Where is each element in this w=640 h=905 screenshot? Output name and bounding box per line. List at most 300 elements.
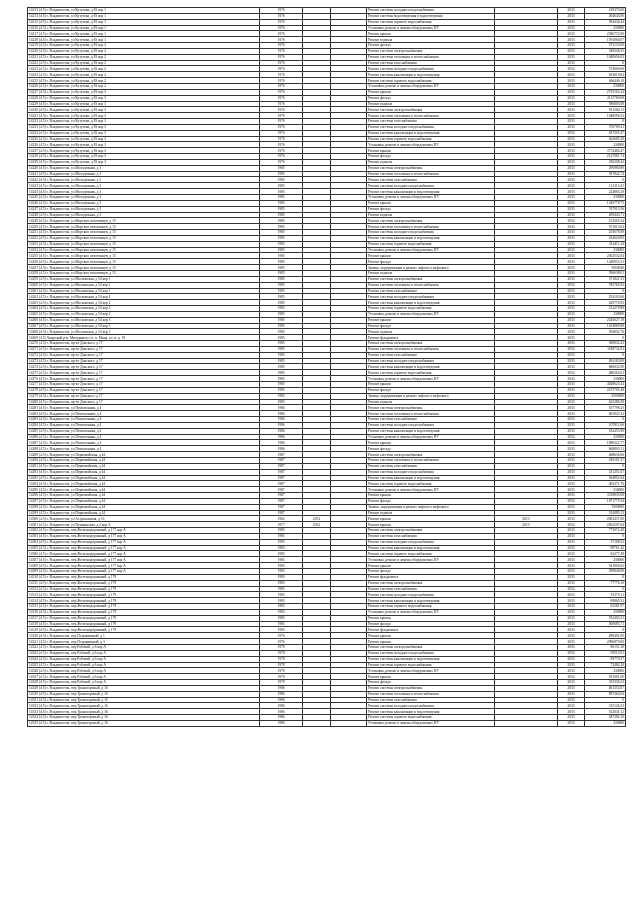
build-year-cell: 1987 bbox=[260, 481, 303, 487]
work-type-cell: Ремонт крыши bbox=[367, 493, 495, 499]
cost-cell: 394052.76 bbox=[585, 329, 626, 335]
build-year-cell: 1986 bbox=[260, 440, 303, 446]
address-cell: 14312 (4.5) г. Владивосток, пер Железнодорожный, д 179 bbox=[28, 586, 260, 592]
work-type-cell: Ремонт системы холодного водоснабжения bbox=[367, 650, 495, 656]
work-type-cell: Ремонт системы отопления и теплоснабжения bbox=[367, 411, 495, 417]
address-cell: 14226 (4.5) г. Владивосток, ул Кутузова, д 83 кор 2 bbox=[28, 83, 260, 89]
program-year-cell: 2033 bbox=[558, 346, 585, 352]
address-cell: 14262 (4.5) г. Владивосток, ул Московская, д 54 кор 2 bbox=[28, 294, 260, 300]
address-cell: 14249 (4.5) г. Владивосток, ул Морских пехотинцев, д 15 bbox=[28, 218, 260, 224]
cost-cell: 0 bbox=[585, 697, 626, 703]
cost-cell: 701013.04 bbox=[585, 224, 626, 230]
work-type-cell: Ремонт системы горячего водоснабжения bbox=[367, 136, 495, 142]
cost-cell: 668893.31 bbox=[585, 446, 626, 452]
address-cell: 14218 (4.5) г. Владивосток, ул Кутузова, д 83 кор 1 bbox=[28, 37, 260, 43]
work-type-cell: Установка, ремонт и замена общедомовых ПУ bbox=[367, 720, 495, 726]
build-year-cell: 1976 bbox=[260, 78, 303, 84]
program-year-cell: 2033 bbox=[558, 428, 585, 434]
program-year-cell: 2033 bbox=[558, 159, 585, 165]
program-year-cell: 2033 bbox=[558, 142, 585, 148]
program-year-cell: 2033 bbox=[558, 154, 585, 160]
cost-cell: 0 bbox=[585, 335, 626, 341]
cost-cell: 1326778.73 bbox=[585, 200, 626, 206]
address-cell: 14255 (4.5) г. Владивосток, ул Морских пехотинцев, д 15 bbox=[28, 253, 260, 259]
program-year-cell: 2033 bbox=[558, 136, 585, 142]
address-cell: 14240 (4.5) г. Владивосток, ул Молодежная, д 3 bbox=[28, 165, 260, 171]
cost-cell: 387284.16 bbox=[585, 715, 626, 721]
build-year-cell: 1976 bbox=[260, 48, 303, 54]
address-cell: 14279 (4.5) г. Владивосток, пр-кт Донского, д 17 bbox=[28, 393, 260, 399]
address-cell: 14222 (4.5) г. Владивосток, ул Кутузова, д 83 кор 2 bbox=[28, 60, 260, 66]
cost-cell: 357798.25 bbox=[585, 405, 626, 411]
program-year-cell: 2033 bbox=[558, 54, 585, 60]
work-type-cell: Ремонт фундамента bbox=[367, 335, 495, 341]
cost-cell: 633619.04 bbox=[585, 72, 626, 78]
build-year-cell: 1985 bbox=[260, 235, 303, 241]
build-year-cell: 1983 bbox=[260, 557, 303, 563]
address-cell: 14229 (4.5) г. Владивосток, ул Кутузова, д 83 кор 3 bbox=[28, 101, 260, 107]
program-year-cell: 2033 bbox=[558, 440, 585, 446]
cost-cell: 373133.00 bbox=[585, 43, 626, 49]
address-cell: 14235 (4.5) г. Владивосток, ул Кутузова, д 83 кор 3 bbox=[28, 136, 260, 142]
address-cell: 14331 (4.5) г. Владивосток, пер Транспортный, д 16 bbox=[28, 697, 260, 703]
work-type-cell: Ремонт фасада bbox=[367, 43, 495, 49]
cost-cell: 230000 bbox=[585, 247, 626, 253]
address-cell: 14292 (4.5) г. Владивосток, ул Первомайская, д 44 bbox=[28, 469, 260, 475]
work-type-cell: Ремонт фасада bbox=[367, 154, 495, 160]
address-cell: 14243 (4.5) г. Владивосток, ул Молодежная, д 3 bbox=[28, 183, 260, 189]
cost-cell: 112313.41 bbox=[585, 183, 626, 189]
cost-cell: 0 bbox=[585, 60, 626, 66]
cost-cell: 376789.41 bbox=[585, 124, 626, 130]
cost-cell: 2996879.00 bbox=[585, 639, 626, 645]
work-type-cell: Ремонт подвала bbox=[367, 399, 495, 405]
cost-cell: 1040656.03 bbox=[585, 54, 626, 60]
cost-cell: 625286.58 bbox=[585, 399, 626, 405]
address-cell: 14307 (4.5) г. Владивосток, пер Железнодорожный, д 177 кор А bbox=[28, 557, 260, 563]
program-year-cell: 2033 bbox=[558, 709, 585, 715]
program-year-cell: 2033 bbox=[558, 364, 585, 370]
program-year-cell: 2033 bbox=[558, 83, 585, 89]
cost-cell: 0 bbox=[585, 574, 626, 580]
build-year-cell: 1987 bbox=[260, 498, 303, 504]
cost-cell: 371821.53 bbox=[585, 276, 626, 282]
work-type-cell: Ремонт системы канализации и водоотведения bbox=[367, 428, 495, 434]
work-type-cell: Ремонт фасада bbox=[367, 498, 495, 504]
program-year-cell: 2033 bbox=[558, 405, 585, 411]
address-cell: 14281 (4.5) г. Владивосток, ул Пентагонная, д 4 bbox=[28, 405, 260, 411]
address-cell: 14272 (4.5) г. Владивосток, пр-кт Донского, д 17 bbox=[28, 352, 260, 358]
build-year-cell: 1983 bbox=[260, 586, 303, 592]
program-year-cell: 2033 bbox=[558, 177, 585, 183]
program-year-cell: 2033 bbox=[558, 644, 585, 650]
program-year-cell: 2033 bbox=[558, 195, 585, 201]
build-year-cell: 1985 bbox=[260, 206, 303, 212]
work-type-cell: Ремонт системы канализации и водоотведения bbox=[367, 364, 495, 370]
table-body bbox=[28, 8, 626, 727]
build-year-cell: 1976 bbox=[260, 148, 303, 154]
cost-cell: 514085.13 bbox=[585, 510, 626, 516]
build-year-cell: 1976 bbox=[260, 89, 303, 95]
address-cell: 14264 (4.5) г. Владивосток, ул Московская, д 54 кор 2 bbox=[28, 306, 260, 312]
build-year-cell: 1986 bbox=[260, 703, 303, 709]
program-year-cell: 2033 bbox=[558, 703, 585, 709]
build-year-cell: 1983 bbox=[260, 598, 303, 604]
build-year-cell: 1976 bbox=[260, 25, 303, 31]
cost-cell: 53175.11 bbox=[585, 592, 626, 598]
address-cell: 14236 (4.5) г. Владивосток, ул Кутузова, д 83 кор 3 bbox=[28, 142, 260, 148]
address-cell: 14288 (4.5) г. Владивосток, ул Пентагонная, д 4 bbox=[28, 446, 260, 452]
work-type-cell: Ремонт системы отопления и теплоснабжения bbox=[367, 171, 495, 177]
cost-cell: 404643.00 bbox=[585, 13, 626, 19]
build-year-cell: 1986 bbox=[260, 709, 303, 715]
work-type-cell: Ремонт системы холодного водоснабжения bbox=[367, 703, 495, 709]
program-year-cell: 2033 bbox=[558, 691, 585, 697]
build-year-cell: 1962 bbox=[260, 516, 303, 522]
address-cell: 14223 (4.5) г. Владивосток, ул Кутузова, д 83 кор 2 bbox=[28, 66, 260, 72]
cost-cell: 86151.20 bbox=[585, 644, 626, 650]
build-year-cell: 1976 bbox=[260, 13, 303, 19]
build-year-cell: 1978 bbox=[260, 656, 303, 662]
cost-cell: 296980.80 bbox=[585, 165, 626, 171]
cost-cell: 429770.93 bbox=[585, 300, 626, 306]
cost-cell: 0 bbox=[585, 119, 626, 125]
address-cell: 14217 (4.5) г. Владивосток, ул Кутузова, д 83 кор 1 bbox=[28, 31, 260, 37]
program-year-cell: 2033 bbox=[558, 78, 585, 84]
cost-cell: 775072.48 bbox=[585, 528, 626, 534]
address-cell: 14233 (4.5) г. Владивосток, ул Кутузова, д 83 кор 3 bbox=[28, 124, 260, 130]
address-cell: 14214 (4.5) г. Владивосток, ул Кутузова, д 83 кор 1 bbox=[28, 13, 260, 19]
address-cell: 14286 (4.5) г. Владивосток, ул Пентагонная, д 4 bbox=[28, 434, 260, 440]
cost-cell: 224865.20 bbox=[585, 189, 626, 195]
program-year-cell: 2033 bbox=[558, 19, 585, 25]
program-year-cell: 2033 bbox=[558, 376, 585, 382]
work-type-cell: Ремонт системы горячего водоснабжения bbox=[367, 78, 495, 84]
work-type-cell: Замена, модернизация и ремонт лифтов и лифтового bbox=[367, 393, 495, 399]
program-year-cell: 2033 bbox=[558, 393, 585, 399]
program-year-cell: 2033 bbox=[558, 13, 585, 19]
address-cell: 14301 (4.5) г. Владивосток, ул Пушкинская, д 2 кор А bbox=[28, 522, 260, 528]
program-year-cell: 2033 bbox=[558, 352, 585, 358]
address-cell: 14317 (4.5) г. Владивосток, пер Железнодорожный, д 179 bbox=[28, 615, 260, 621]
work-type-cell: Ремонт подвала bbox=[367, 159, 495, 165]
work-type-cell: Ремонт системы канализации и водоотведения bbox=[367, 656, 495, 662]
work-type-cell: Ремонт системы горячего водоснабжения bbox=[367, 370, 495, 376]
program-year-cell: 2033 bbox=[558, 674, 585, 680]
cost-cell: 107811.66 bbox=[585, 422, 626, 428]
program-year-cell: 2033 bbox=[558, 586, 585, 592]
address-cell: 14305 (4.5) г. Владивосток, пер Железнодорожный, д 177 кор А bbox=[28, 545, 260, 551]
build-year-cell: 1985 bbox=[260, 382, 303, 388]
program-year-cell: 2033 bbox=[558, 218, 585, 224]
address-cell: 14245 (4.5) г. Владивосток, ул Молодежная, д 3 bbox=[28, 195, 260, 201]
cost-cell: 1080222.77 bbox=[585, 440, 626, 446]
cost-cell: 230000 bbox=[585, 557, 626, 563]
work-type-cell: Ремонт системы газоснабжения bbox=[367, 177, 495, 183]
work-type-cell: Ремонт крыши bbox=[367, 522, 495, 528]
cost-cell: 65281.97 bbox=[585, 604, 626, 610]
work-type-cell: Ремонт системы отопления и теплоснабжения bbox=[367, 224, 495, 230]
cost-cell: 89865.52 bbox=[585, 598, 626, 604]
program-year-cell: 2033 bbox=[558, 569, 585, 575]
address-cell: 14269 (4.5) Амурский р-н, Мичуринск с/п, п. Мица, ул. в. д. 19 bbox=[28, 335, 260, 341]
cost-cell: 374666.06 bbox=[585, 66, 626, 72]
address-cell: 14334 (4.5) г. Владивосток, пер Транспортный, д 16 bbox=[28, 715, 260, 721]
work-type-cell: Ремонт крыши bbox=[367, 563, 495, 569]
work-type-cell: Установка, ремонт и замена общедомовых ПУ bbox=[367, 142, 495, 148]
program-year-cell: 2033 bbox=[558, 551, 585, 557]
build-year-cell: 1987 bbox=[260, 452, 303, 458]
build-year-cell: 1976 bbox=[260, 633, 303, 639]
address-cell: 14267 (4.5) г. Владивосток, ул Московская, д 54 кор 3 bbox=[28, 323, 260, 329]
cost-cell: 2127081.74 bbox=[585, 154, 626, 160]
work-type-cell: Ремонт системы горячего водоснабжения bbox=[367, 715, 495, 721]
build-year-cell: 1985 bbox=[260, 253, 303, 259]
work-type-cell: Ремонт системы водоотведения и водоотведения bbox=[367, 13, 495, 19]
build-year-cell: 1983 bbox=[260, 539, 303, 545]
build-year-cell: 1985 bbox=[260, 335, 303, 341]
cost-cell: 289491.00 bbox=[585, 633, 626, 639]
build-year-cell: 1983 bbox=[260, 551, 303, 557]
work-type-cell: Ремонт системы электроснабжения bbox=[367, 48, 495, 54]
program-year-cell: 2033 bbox=[558, 504, 585, 510]
cost-cell: 541856.62 bbox=[585, 563, 626, 569]
program-year-cell: 2033 bbox=[558, 457, 585, 463]
work-type-cell: Ремонт крыши bbox=[367, 639, 495, 645]
work-type-cell: Установка, ремонт и замена общедомовых ПУ bbox=[367, 434, 495, 440]
cost-cell: 3774484.47 bbox=[585, 148, 626, 154]
address-cell: 14322 (4.5) г. Владивосток, пер Рабочий, д 6 кор А bbox=[28, 644, 260, 650]
build-year-cell: 1985 bbox=[260, 323, 303, 329]
work-type-cell: Ремонт системы электроснабжения bbox=[367, 685, 495, 691]
build-year-cell: 1985 bbox=[260, 265, 303, 271]
program-year-cell: 2033 bbox=[558, 656, 585, 662]
work-type-cell: Ремонт системы газоснабжения bbox=[367, 119, 495, 125]
build-year-cell: 1976 bbox=[260, 54, 303, 60]
program-year-cell: 2033 bbox=[558, 212, 585, 218]
address-cell: 14296 (4.5) г. Владивосток, ул Первомайская, д 44 bbox=[28, 493, 260, 499]
address-cell: 14237 (4.5) г. Владивосток, ул Кутузова, д 83 кор 3 bbox=[28, 148, 260, 154]
cost-cell: 182453.90 bbox=[585, 428, 626, 434]
program-year-cell: 2033 bbox=[558, 183, 585, 189]
work-type-cell: Ремонт системы газоснабжения bbox=[367, 417, 495, 423]
address-cell: 14315 (4.5) г. Владивосток, пер Железнодорожный, д 179 bbox=[28, 604, 260, 610]
build-year-cell: 1985 bbox=[260, 329, 303, 335]
work-type-cell: Установка, ремонт и замена общедомовых ПУ bbox=[367, 668, 495, 674]
work-type-cell: Ремонт крыши bbox=[367, 674, 495, 680]
address-cell: 14316 (4.5) г. Владивосток, пер Железнодорожный, д 179 bbox=[28, 609, 260, 615]
address-cell: 14298 (4.5) г. Владивосток, ул Первомайская, д 44 bbox=[28, 504, 260, 510]
work-type-cell: Ремонт подвала bbox=[367, 510, 495, 516]
program-year-cell: 2033 bbox=[558, 592, 585, 598]
cost-cell: 1446955.41 bbox=[585, 259, 626, 265]
build-year-cell: 1985 bbox=[260, 276, 303, 282]
cost-cell: 785782.92 bbox=[585, 282, 626, 288]
program-year-cell: 2033 bbox=[558, 329, 585, 335]
program-year-cell: 2033 bbox=[558, 66, 585, 72]
work-type-cell: Ремонт системы отопления и теплоснабжения bbox=[367, 282, 495, 288]
program-year-cell: 2033 bbox=[558, 417, 585, 423]
cost-cell: 2562597.64 bbox=[585, 522, 626, 528]
address-cell: 14247 (4.5) г. Владивосток, ул Молодежная, д 3 bbox=[28, 206, 260, 212]
cost-cell: 72482.20 bbox=[585, 662, 626, 668]
work-type-cell: Ремонт системы холодного водоснабжения bbox=[367, 358, 495, 364]
work-type-cell: Установка, ремонт и замена общедомовых ПУ bbox=[367, 83, 495, 89]
program-year-cell: 2033 bbox=[558, 680, 585, 686]
work-type-cell: Ремонт системы горячего водоснабжения bbox=[367, 662, 495, 668]
build-year-cell: 1983 bbox=[260, 533, 303, 539]
work-type-cell: Ремонт крыши bbox=[367, 317, 495, 323]
build-year-cell: 1976 bbox=[260, 154, 303, 160]
work-type-cell: Установка, ремонт и замена общедомовых ПУ bbox=[367, 25, 495, 31]
address-cell: 14303 (4.5) г. Владивосток, пер Железнодорожный, д 177 кор А bbox=[28, 533, 260, 539]
program-year-cell: 2033 bbox=[558, 235, 585, 241]
work-type-cell: Ремонт фасада bbox=[367, 387, 495, 393]
work-type-cell: Ремонт системы газоснабжения bbox=[367, 533, 495, 539]
program-year-cell: 2033 bbox=[558, 498, 585, 504]
address-cell: 14246 (4.5) г. Владивосток, ул Молодежная, д 3 bbox=[28, 200, 260, 206]
program-year-cell: 2033 bbox=[558, 469, 585, 475]
build-year-cell: 1986 bbox=[260, 685, 303, 691]
address-cell: 14239 (4.5) г. Владивосток, ул Кутузова, д 83 кор 3 bbox=[28, 159, 260, 165]
program-year-cell: 2033 bbox=[558, 382, 585, 388]
build-year-cell: 1976 bbox=[260, 83, 303, 89]
program-year-cell: 2033 bbox=[558, 253, 585, 259]
cost-cell: 686032.90 bbox=[585, 364, 626, 370]
build-year-cell: 1983 bbox=[260, 580, 303, 586]
build-year-cell: 1983 bbox=[260, 627, 303, 633]
address-cell: 14291 (4.5) г. Владивосток, ул Первомайская, д 44 bbox=[28, 463, 260, 469]
build-year-cell: 1985 bbox=[260, 183, 303, 189]
address-cell: 14277 (4.5) г. Владивосток, пр-кт Донского, д 17 bbox=[28, 382, 260, 388]
cost-cell: 0 bbox=[585, 463, 626, 469]
cost-cell: 1188732.92 bbox=[585, 346, 626, 352]
build-year-cell: 1978 bbox=[260, 644, 303, 650]
build-year-cell: 1985 bbox=[260, 230, 303, 236]
program-year-cell: 2033 bbox=[558, 230, 585, 236]
work-type-cell: Ремонт системы канализации и водоотведения bbox=[367, 300, 495, 306]
program-year-cell: 2033 bbox=[558, 539, 585, 545]
cost-cell: 77776.16 bbox=[585, 580, 626, 586]
work-type-cell: Ремонт системы холодного водоснабжения bbox=[367, 422, 495, 428]
build-year-cell: 1985 bbox=[260, 399, 303, 405]
address-cell: 14302 (4.5) г. Владивосток, пер Железнодорожный, д 177 кор А bbox=[28, 528, 260, 534]
cost-cell: 564851.64 bbox=[585, 475, 626, 481]
work-type-cell: Ремонт системы электроснабжения bbox=[367, 452, 495, 458]
build-year-cell: 1976 bbox=[260, 639, 303, 645]
build-year-cell: 1987 bbox=[260, 475, 303, 481]
cost-cell: 99770.37 bbox=[585, 656, 626, 662]
program-year-cell: 2033 bbox=[558, 633, 585, 639]
build-year-cell: 1983 bbox=[260, 615, 303, 621]
address-cell: 14308 (4.5) г. Владивосток, пер Железнодорожный, д 177 кор А bbox=[28, 563, 260, 569]
build-year-cell: 1986 bbox=[260, 434, 303, 440]
program-year-cell: 2033 bbox=[558, 697, 585, 703]
address-cell: 14215 (4.5) г. Владивосток, ул Кутузова, д 83 кор 1 bbox=[28, 19, 260, 25]
program-year-cell: 2033 bbox=[558, 317, 585, 323]
work-type-cell: Ремонт фасада bbox=[367, 95, 495, 101]
work-type-cell: Ремонт подвала bbox=[367, 329, 495, 335]
address-cell: 14300 (4.5) г. Владивосток, ул Астраханская, д 16 bbox=[28, 516, 260, 522]
cost-cell: 0 bbox=[585, 288, 626, 294]
build-year-cell: 1985 bbox=[260, 247, 303, 253]
capital-repair-program-table bbox=[27, 7, 626, 727]
program-year-cell: 2033 bbox=[558, 48, 585, 54]
work-type-cell: Ремонт системы канализации и водоотведения bbox=[367, 545, 495, 551]
cost-cell: 230000 bbox=[585, 142, 626, 148]
work-type-cell: Установка, ремонт и замена общедомовых ПУ bbox=[367, 247, 495, 253]
work-type-cell: Ремонт системы отопления и теплоснабжения bbox=[367, 346, 495, 352]
address-cell: 14259 (4.5) г. Владивосток, ул Московская, д 54 кор 1 bbox=[28, 276, 260, 282]
work-type-cell: Ремонт системы холодного водоснабжения bbox=[367, 8, 495, 14]
program-year-cell: 2033 bbox=[558, 434, 585, 440]
build-year-cell: 1976 bbox=[260, 8, 303, 14]
build-year-cell: 1976 bbox=[260, 130, 303, 136]
address-cell: 14332 (4.5) г. Владивосток, пер Транспортный, д 16 bbox=[28, 703, 260, 709]
extra-cell bbox=[331, 720, 367, 726]
work-type-cell: Замена, модернизация и ремонт лифтов и лифтового bbox=[367, 265, 495, 271]
work-type-cell: Ремонт системы газоснабжения bbox=[367, 697, 495, 703]
address-cell: 14221 (4.5) г. Владивосток, ул Кутузова, д 83 кор 2 bbox=[28, 54, 260, 60]
address-cell: 14234 (4.5) г. Владивосток, ул Кутузова, д 83 кор 3 bbox=[28, 130, 260, 136]
build-year-cell: 1985 bbox=[260, 317, 303, 323]
last-repair-year-cell bbox=[303, 720, 331, 726]
program-year-cell: 2033 bbox=[558, 60, 585, 66]
program-year-cell: 2033 bbox=[558, 621, 585, 627]
build-year-cell: 1976 bbox=[260, 66, 303, 72]
program-year-cell: 2033 bbox=[558, 165, 585, 171]
work-type-cell: Ремонт системы газоснабжения bbox=[367, 352, 495, 358]
cost-cell: 637205.47 bbox=[585, 130, 626, 136]
address-cell: 14282 (4.5) г. Владивосток, ул Пентагонная, д 4 bbox=[28, 411, 260, 417]
address-cell: 14271 (4.5) г. Владивосток, пр-кт Донского, д 17 bbox=[28, 346, 260, 352]
address-cell: 14283 (4.5) г. Владивосток, ул Пентагонная, д 4 bbox=[28, 417, 260, 423]
cost-cell: 239379.00 bbox=[585, 8, 626, 14]
program-year-cell: 2033 bbox=[558, 300, 585, 306]
address-cell: 14250 (4.5) г. Владивосток, ул Морских пехотинцев, д 15 bbox=[28, 224, 260, 230]
program-year-cell: 2033 bbox=[558, 259, 585, 265]
work-type-cell: Ремонт системы холодного водоснабжения bbox=[367, 294, 495, 300]
address-cell: 14265 (4.5) г. Владивосток, ул Московская, д 54 кор 2 bbox=[28, 311, 260, 317]
work-type-cell: Установка, ремонт и замена общедомовых ПУ bbox=[367, 311, 495, 317]
cost-cell: 230000 bbox=[585, 376, 626, 382]
build-year-cell: 1978 bbox=[260, 662, 303, 668]
program-year-cell: 2033 bbox=[558, 224, 585, 230]
planned-year-cell: 2013 bbox=[495, 522, 558, 528]
address-cell: 14320 (4.5) г. Владивосток, пер Пограничный, д 1 bbox=[28, 633, 260, 639]
cost-cell: 230000 bbox=[585, 487, 626, 493]
build-year-cell: 1976 bbox=[260, 72, 303, 78]
build-year-cell: 1983 bbox=[260, 545, 303, 551]
address-cell: 14299 (4.5) г. Владивосток, ул Первомайская, д 44 bbox=[28, 510, 260, 516]
build-year-cell: 1983 bbox=[260, 604, 303, 610]
last-repair-year-cell: 2012 bbox=[303, 522, 331, 528]
address-cell: 14285 (4.5) г. Владивосток, ул Пентагонная, д 4 bbox=[28, 428, 260, 434]
address-cell: 14248 (4.5) г. Владивосток, ул Молодежная, д 3 bbox=[28, 212, 260, 218]
program-year-cell: 2033 bbox=[558, 206, 585, 212]
address-cell: 14278 (4.5) г. Владивосток, пр-кт Донского, д 17 bbox=[28, 387, 260, 393]
work-type-cell: Ремонт крыши bbox=[367, 200, 495, 206]
program-year-cell: 2033 bbox=[558, 25, 585, 31]
build-year-cell: 1985 bbox=[260, 364, 303, 370]
build-year-cell: 1976 bbox=[260, 43, 303, 49]
program-year-cell: 2033 bbox=[558, 148, 585, 154]
build-year-cell: 1976 bbox=[260, 119, 303, 125]
work-type-cell: Установка, ремонт и замена общедомовых ПУ bbox=[367, 195, 495, 201]
program-year-cell: 2033 bbox=[558, 130, 585, 136]
work-type-cell: Ремонт крыши bbox=[367, 633, 495, 639]
build-year-cell: 1983 bbox=[260, 528, 303, 534]
